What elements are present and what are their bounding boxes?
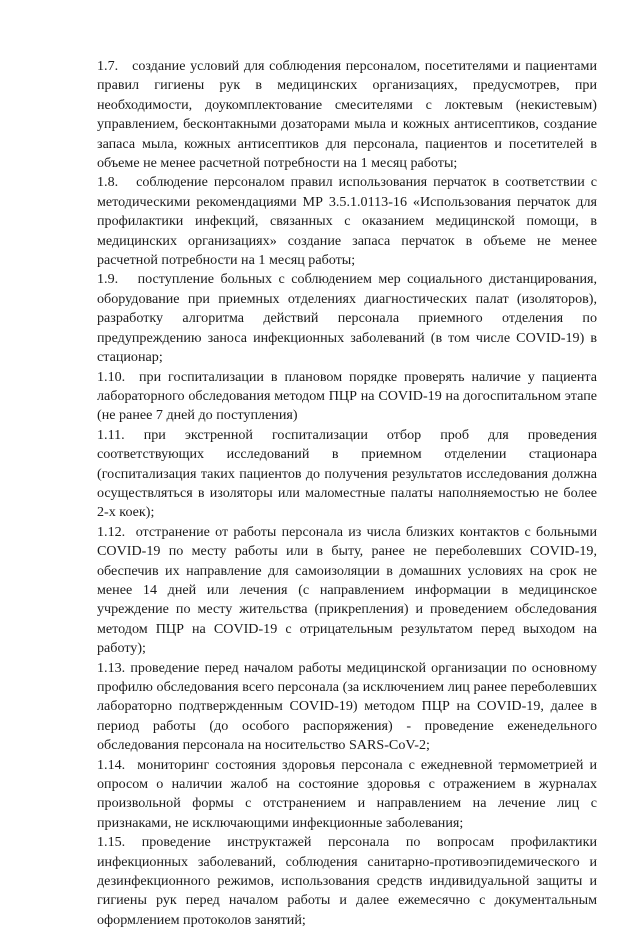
item-text: создание условий для соблюдения персоналом, посетителями и пациентами правил гигиены рук в медицинских организациях, предусмотрев, при необходимости, доукомплектование смесителями с локтевым (некистевым) управлением, бесконтакными дозаторами мыла и кожных антисептиков, создание запаса мыла, кожных антисептиков для персонала, пациентов и посетителей в объеме не менее расчетной потребности на 1 месяц работы;	[97, 58, 597, 172]
item-number: 1.14.	[97, 756, 126, 773]
list-item-1-13	[97, 659, 597, 756]
item-number: 1.7.	[97, 58, 119, 74]
list-item-1-11	[97, 426, 597, 523]
item-number: 1.13.	[97, 659, 126, 676]
item-text: при госпитализации в плановом порядке проверять наличие у пациента лабораторного обследования методом ПЦР на COVID-19 на догоспитальном этапе (не ранее 7 дней до поступления)	[97, 368, 597, 424]
list-item-1-15	[97, 833, 597, 930]
item-text: проведение инструктажей персонала по вопросам профилактики инфекционных заболеваний, соблюдения санитарно-противоэпидемического и дезинфекционного режимов, использования средств индивидуальной защиты и гигиены рук перед началом работы и далее ежемесячно с документальным оформлением протоколов занятий;	[97, 834, 597, 928]
item-text: отстранение от работы персонала из числа близких контактов с больными COVID-19 по месту работы или в быту, ранее не переболевших COVID-19, обеспечив их направление для самоизоляции в домашних условиях на срок не менее 14 дней или лечения (с направлением информации в медицинское учреждение по месту жительства (прикрепления) и проведением обследования методом ПЦР на COVID-19 с отрицательным результатом перед выходом на работу);	[97, 523, 597, 657]
list-item-1-8	[97, 173, 597, 270]
item-number: 1.8.	[97, 174, 119, 191]
item-number: 1.11.	[97, 426, 125, 443]
item-text: мониторинг состояния здоровья персонала с ежедневной термометрией и опросом о наличии жалоб на состояние здоровья с отражением в журналах произвольной формы с отстранением и направлением на лечение лиц с признаками, не исключающими инфекционные заболевания;	[97, 756, 598, 831]
list-item-1-9	[97, 270, 597, 367]
item-number: 1.12.	[97, 523, 126, 540]
item-text: при экстренной госпитализации отбор проб для проведения соответствующих исследований в приемном отделении стационара (госпитализация таких пациентов до получения результатов исследования должна осуществляться в изоляторы или маломестные палаты наполняемостью не более 2-х коек);	[97, 426, 597, 521]
list-item-1-7	[97, 57, 597, 173]
item-text: поступление больных с соблюдением мер социального дистанцирования, оборудование при приемных отделениях диагностических палат (изоляторов), разработку алгоритма действий персонала приемного отделения по предупреждению заноса инфекционных заболеваний (в том числе COVID-19) в стационар;	[97, 271, 597, 366]
item-number: 1.10.	[97, 368, 126, 385]
list-item-1-14	[97, 756, 597, 834]
item-text: проведение перед началом работы медицинской организации по основному профилю обследования всего персонала (за исключением лиц ранее переболевших лабораторно подтвержденным COVID-19) методом ПЦР на COVID-19, далее в период работы (до особого распоряжения) - проведение еженедельного обследования персонала на носительство SARS-CoV-2;	[97, 659, 597, 754]
item-number: 1.15.	[97, 834, 126, 851]
item-text: соблюдение персоналом правил использования перчаток в соответствии с методическими рекомендациями МР 3.5.1.0113-16 «Использования перчаток для профилактики инфекций, связанных с оказанием медицинской помощи, в медицинских организациях» создание запаса перчаток в объеме не менее расчетной потребности на 1 месяц работы;	[97, 174, 597, 269]
list-item-1-12	[97, 523, 597, 659]
item-number: 1.9.	[97, 271, 119, 288]
list-item-1-10	[97, 368, 597, 426]
document-body	[97, 57, 597, 930]
